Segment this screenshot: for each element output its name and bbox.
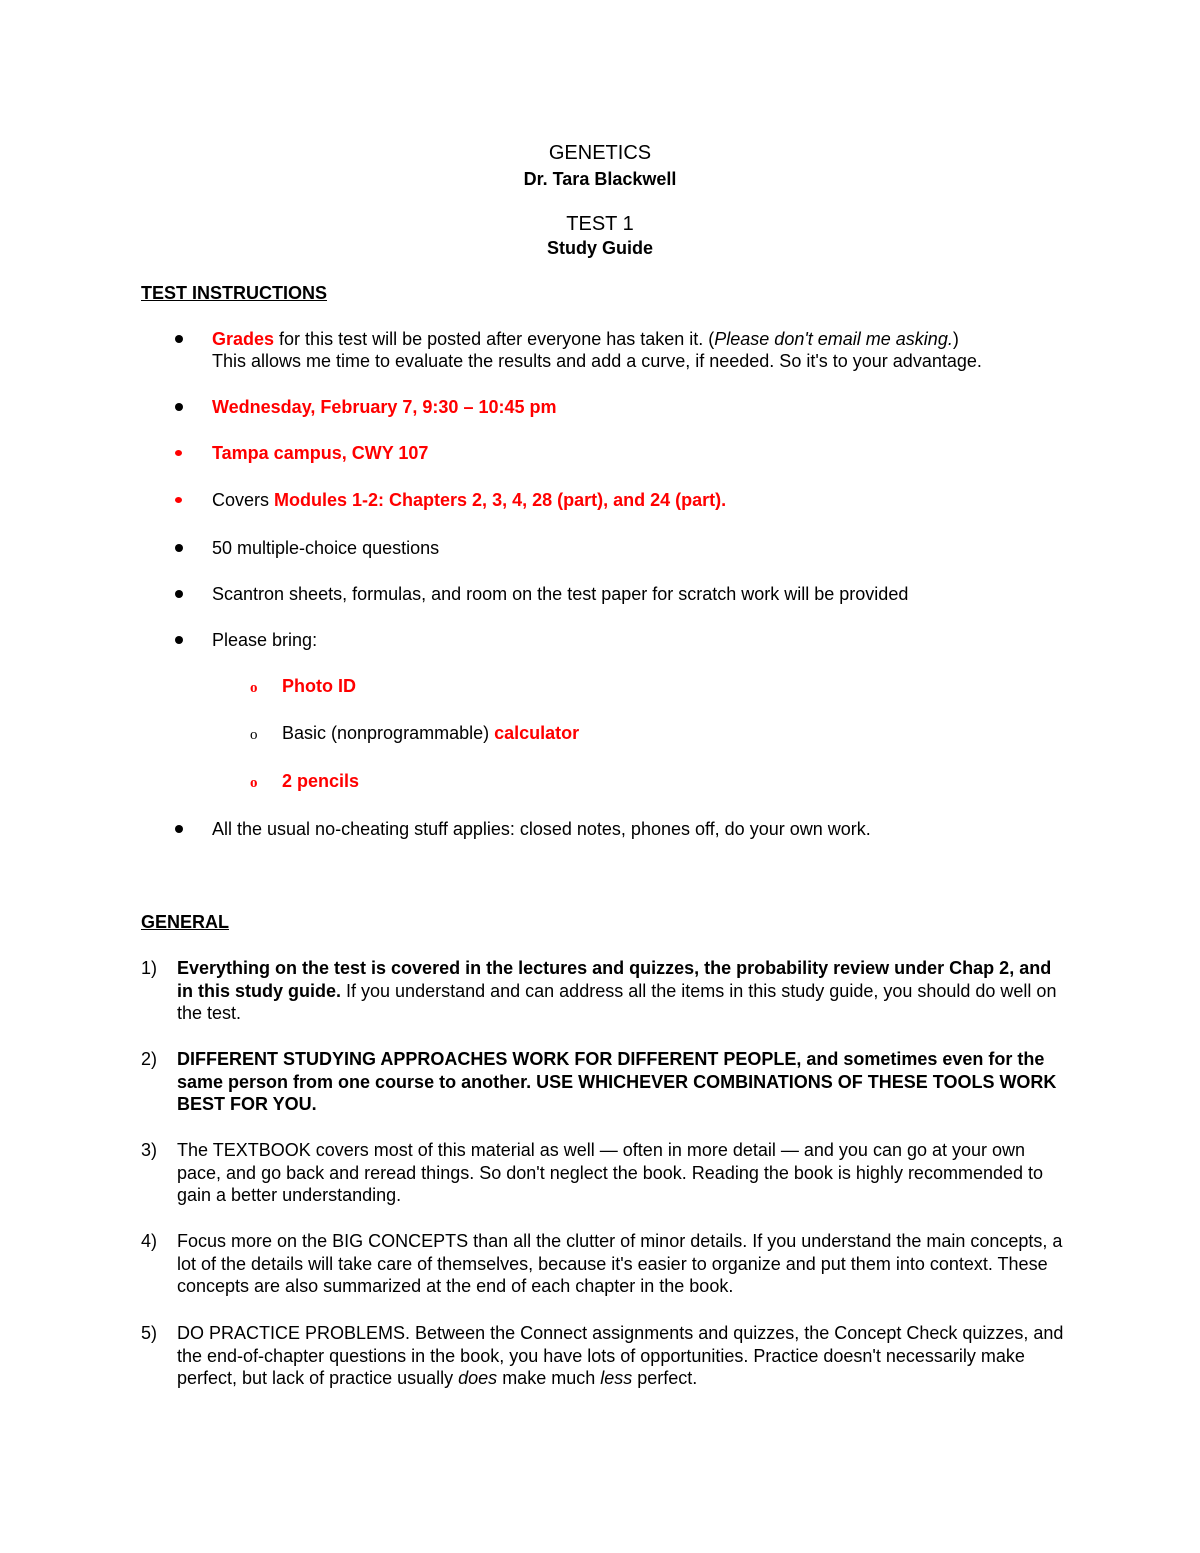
bring-photo-id: Photo ID (282, 676, 356, 696)
covers-modules: Modules 1-2: Chapters 2, 3, 4, 28 (part), and 24 (part). (274, 490, 727, 510)
list-item-questions: 50 multiple-choice questions (212, 538, 440, 558)
sub-bullet-icon: o (250, 680, 258, 696)
list-item-date: Wednesday, February 7, 9:30 – 10:45 pm (212, 397, 557, 417)
list-item-location: Tampa campus, CWY 107 (212, 443, 429, 463)
list-item-rules: All the usual no-cheating stuff applies: closed notes, phones off, do your own work. (212, 819, 871, 839)
grades-keyword: Grades (212, 329, 275, 349)
bullet-icon (175, 544, 183, 552)
test-title: TEST 1 (566, 213, 634, 235)
general-item-1 (177, 957, 1067, 1025)
calculator-prefix: Basic (nonprogrammable) (282, 723, 495, 743)
covers-prefix: Covers (212, 490, 275, 510)
list-item-materials: Scantron sheets, formulas, and room on the test paper for scratch work will be provided (212, 584, 909, 604)
bullet-icon (175, 497, 182, 503)
general-item-5-text-end: perfect. (632, 1368, 698, 1388)
bullet-icon (175, 335, 183, 343)
bullet-icon (175, 450, 182, 456)
list-item-grades (212, 328, 1082, 372)
bullet-icon (175, 590, 183, 598)
item-number: 3) (141, 1140, 158, 1160)
course-title: GENETICS (548, 142, 652, 164)
item-number: 2) (141, 1049, 158, 1069)
general-item-4: Focus more on the BIG CONCEPTS than all the clutter of minor details. If you understand the main concepts, a lot of the details will take care of themselves, because it's easier to organize and put them into context. These concepts are also summarized at the end of each chapter in the book. (177, 1231, 1063, 1296)
general-heading: GENERAL (141, 912, 230, 932)
list-item-bring: Please bring: (212, 630, 318, 650)
general-item-5-text: DO PRACTICE PROBLEMS. Between the Connect assignments and quizzes, the Concept Check quizzes, and the end-of-chapter questions in the book, you have lots of opportunities. Practice doesn't necessarily make perfect, but lack of practice usually (177, 1323, 1064, 1388)
grades-note: Please don't email me asking. (714, 329, 953, 349)
list-item-covers (212, 489, 1082, 511)
general-item-1-emphasis: Everything on the test is covered in the lectures and quizzes, the probability review under Chap 2, and in this study guide. (177, 958, 1052, 1001)
sub-bullet-icon: o (250, 775, 258, 791)
document-subtitle: Study Guide (546, 238, 653, 258)
grades-explanation: This allows me time to evaluate the results and add a curve, if needed. So it's to your advantage. (212, 351, 982, 371)
test-instructions-heading: TEST INSTRUCTIONS (141, 283, 328, 303)
general-item-5-emphasis-does: does (458, 1368, 498, 1388)
general-item-1-text: If you understand and can address all the items in this study guide, you should do well on the test. (177, 980, 1057, 1023)
general-item-5 (177, 1322, 1067, 1390)
general-item-5-text-mid: make much (497, 1368, 601, 1388)
calculator-keyword: calculator (494, 723, 580, 743)
bullet-icon (175, 825, 183, 833)
grades-text: for this test will be posted after everyone has taken it. ( (274, 329, 715, 349)
general-item-3: The TEXTBOOK covers most of this material as well — often in more detail — and you can go at your own pace, and go back and reread things. So don't neglect the book. Reading the book is highly recommended to gain a better understanding. (177, 1140, 1044, 1205)
sub-bullet-icon: o (250, 727, 258, 743)
general-item-2: DIFFERENT STUDYING APPROACHES WORK FOR DIFFERENT PEOPLE, and sometimes even for the same person from one course to another. USE WHICHEVER COMBINATIONS OF THESE TOOLS WORK BEST FOR YOU. (177, 1049, 1057, 1114)
general-item-5-emphasis-less: less (600, 1368, 633, 1388)
item-number: 5) (141, 1323, 158, 1343)
grades-text-end: ) (952, 329, 959, 349)
instructor-name: Dr. Tara Blackwell (523, 169, 677, 189)
bullet-icon (175, 403, 183, 411)
bring-pencils: 2 pencils (282, 771, 360, 791)
item-number: 4) (141, 1231, 158, 1251)
item-number: 1) (141, 958, 158, 978)
bullet-icon (175, 636, 183, 644)
bring-calculator (282, 722, 579, 744)
